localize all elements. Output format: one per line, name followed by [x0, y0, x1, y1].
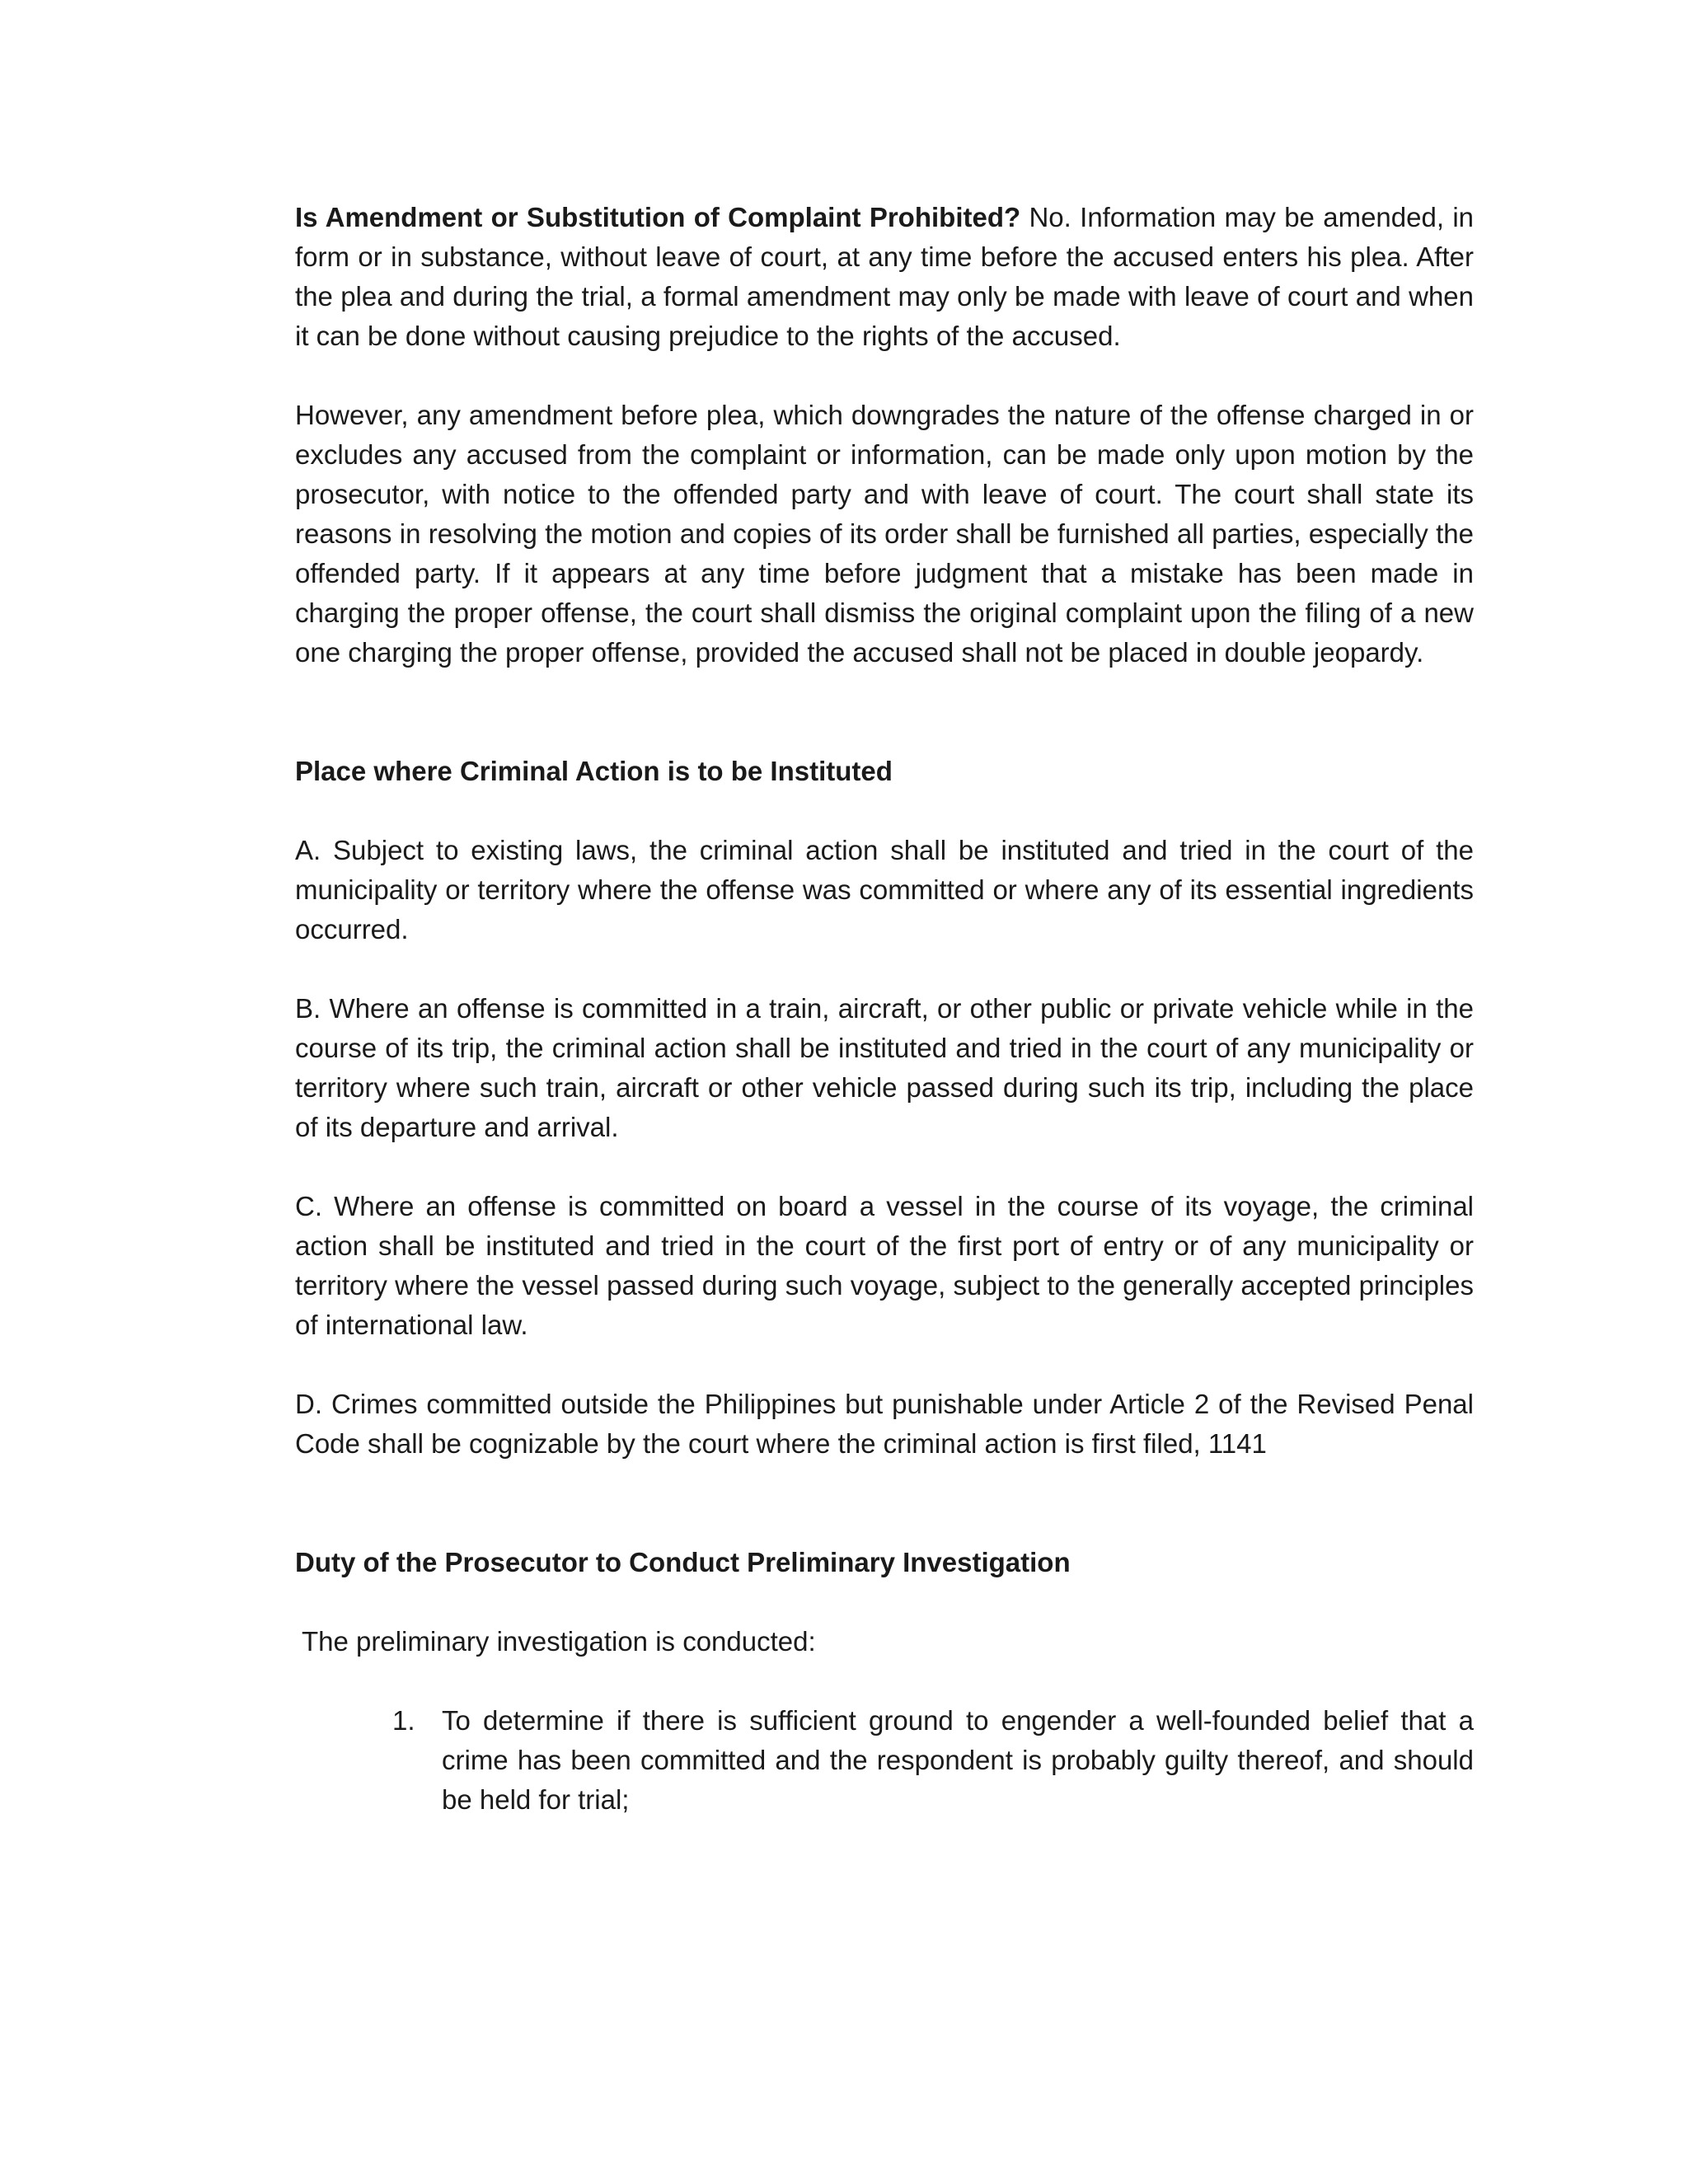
place-rule-d: D. Crimes committed outside the Philippines but punishable under Article 2 of the Revised Penal Code shall be cognizable by the court where the criminal action is first filed, 1141: [295, 1389, 1474, 1459]
amendment-paragraph: [295, 198, 1474, 356]
preliminary-investigation-intro: The preliminary investigation is conducted:: [302, 1626, 816, 1657]
list-item: [295, 1701, 1474, 1820]
place-rule-c: C. Where an offense is committed on board a vessel in the course of its voyage, the criminal action shall be instituted and tried in the court of the first port of entry or of any municipality or territory where the vessel passed during such voyage, subject to the generally accepted principles of international law.: [295, 1191, 1474, 1340]
amendment-before-plea-paragraph: However, any amendment before plea, which downgrades the nature of the offense charged in or excludes any accused from the complaint or information, can be made only upon motion by the prosecutor, with notice to the offended party and with leave of court. The court shall state its reasons in resolving the motion and copies of its order shall be furnished all parties, especially the offended party. If it appears at any time before judgment that a mistake has been made in charging the proper offense, the court shall dismiss the original complaint upon the filing of a new one charging the proper offense, provided the accused shall not be placed in double jeopardy.: [295, 400, 1474, 668]
place-of-institution-heading: Place where Criminal Action is to be Instituted: [295, 756, 893, 786]
amendment-question: Is Amendment or Substitution of Complaint Prohibited?: [295, 202, 1021, 232]
document-body: [295, 198, 1474, 1820]
preliminary-investigation-heading: Duty of the Prosecutor to Conduct Preliminary Investigation: [295, 1547, 1071, 1577]
place-rule-b: B. Where an offense is committed in a train, aircraft, or other public or private vehicle while in the course of its trip, the criminal action shall be instituted and tried in the court of any municipality or territory where such train, aircraft or other vehicle passed during such its trip, including the place of its departure and arrival.: [295, 993, 1474, 1142]
preliminary-investigation-list: [295, 1701, 1474, 1820]
place-rule-a: A. Subject to existing laws, the criminal action shall be instituted and tried in the court of the municipality or territory where the offense was committed or where any of its essential ingredients occurred.: [295, 835, 1474, 944]
amendment-answer: No. Information may be amended, in form or in substance, without leave of court, at any time before the accused enters his plea. After the plea and during the trial, a formal amendment may only be made with leave of court and when it can be done without causing prejudice to the rights of the accused.: [295, 202, 1475, 351]
list-item-number: 1.: [392, 1705, 415, 1736]
list-item-text: To determine if there is sufficient ground to engender a well-founded belief that a crime has been committed and the respondent is probably guilty thereof, and should be held for trial;: [442, 1705, 1474, 1815]
